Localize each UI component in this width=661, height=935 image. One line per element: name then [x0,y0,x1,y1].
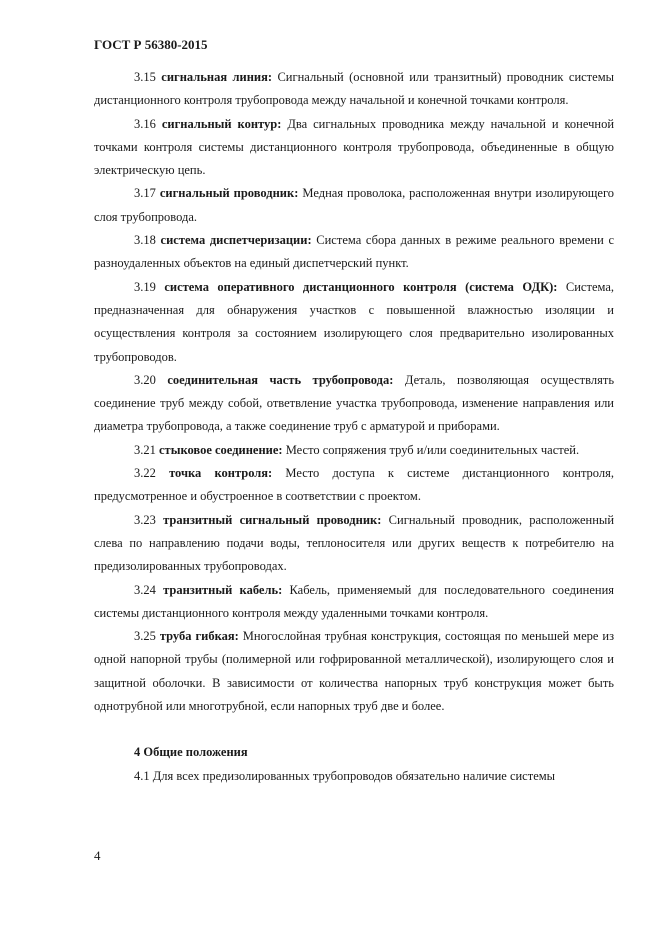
definition-3-19 [94,276,614,369]
definition-number: 3.16 [134,116,156,131]
definition-number: 3.18 [134,233,156,248]
definition-3-20 [94,369,614,439]
definition-3-18 [94,229,614,276]
definition-3-17 [94,182,614,229]
definition-term: система диспетчеризации: [160,233,312,248]
definition-term: система оперативного дистанционного контроля (система ОДК): [164,279,558,294]
definition-3-21 [94,439,614,462]
definition-3-22 [94,462,614,509]
definition-text: Деталь, позволяющая осуществлять соединение труб между собой, ответвление участка трубопровода, изменение направления или диаметра трубопровода, а также соединение труб с арматурой и приборами. [94,372,615,434]
definition-term: стыковое соединение: [159,442,283,457]
definition-number: 3.15 [134,70,156,84]
definition-text: Место доступа к системе дистанционного контроля, предусмотренное и обустроенное в соответствии с проектом. [94,466,615,504]
definition-text: Место сопряжения труб и/или соединительных частей. [285,442,580,457]
definition-text: Система, предназначенная для обнаружения участков с повышенной влажностью изоляции и осуществления контроля за состоянием изолирующего слоя предварительно изолированных трубопроводов. [94,279,614,364]
definition-number: 3.25 [134,629,156,644]
section-title: 4 Общие положения [134,745,248,760]
definition-text: Сигнальный (основной или транзитный) проводник системы дистанционного контроля трубопровода между начальной и конечной точками контроля. [94,70,615,108]
definition-3-16 [94,113,614,183]
definition-term: транзитный сигнальный проводник: [163,512,382,527]
definition-text: Кабель, применяемый для последовательного соединения системы дистанционного контроля между удаленными точками контроля. [94,582,615,620]
document-header: ГОСТ Р 56380-2015 [94,37,208,52]
definition-term: точка контроля: [169,466,273,481]
section-paragraph: 4.1 Для всех предизолированных трубопроводов обязательно наличие системы [134,768,556,783]
definition-text: Многослойная трубная конструкция, состоящая по меньшей мере из одной напорной трубы (полимерной или гофрированной металлической), изолирующего слоя и защитной оболочки. В зависимости от количества напорных труб конструкция может быть однотрубной или многотрубной, если напорных труб две и более. [94,629,615,714]
definition-number: 3.21 [134,442,156,457]
definition-3-15 [94,66,614,113]
definition-number: 3.17 [134,186,156,201]
definition-text: Сигнальный проводник, расположенный слева по направлению подачи воды, теплоносителя или других веществ к потребителю на предизолированных трубопроводах. [94,512,615,574]
definition-term: сигнальная линия: [161,70,273,84]
definition-number: 3.22 [134,466,156,481]
document-body [94,66,614,788]
definition-term: сигнальный контур: [161,116,282,131]
definition-3-25 [94,625,614,718]
definition-3-24 [94,579,614,626]
definition-term: транзитный кабель: [163,582,283,597]
definition-text: Система сбора данных в режиме реального времени с разноудаленных объектов на единый диспетчерский пункт. [94,233,614,271]
definition-number: 3.23 [134,512,156,527]
definition-term: сигнальный проводник: [159,186,299,201]
definition-text: Медная проволока, расположенная внутри изолирующего слоя трубопровода. [94,186,615,224]
definition-term: соединительная часть трубопровода: [167,372,394,387]
definition-number: 3.20 [134,372,156,387]
definition-number: 3.24 [134,582,156,597]
definition-text: Два сигнальных проводника между начальной и конечной точками контроля системы дистанционного контроля трубопровода, объединенные в общую электрическую цепь. [94,116,615,178]
page-number: 4 [94,848,101,863]
definition-3-23 [94,509,614,579]
definition-number: 3.19 [134,279,156,294]
definition-term: труба гибкая: [159,629,239,644]
